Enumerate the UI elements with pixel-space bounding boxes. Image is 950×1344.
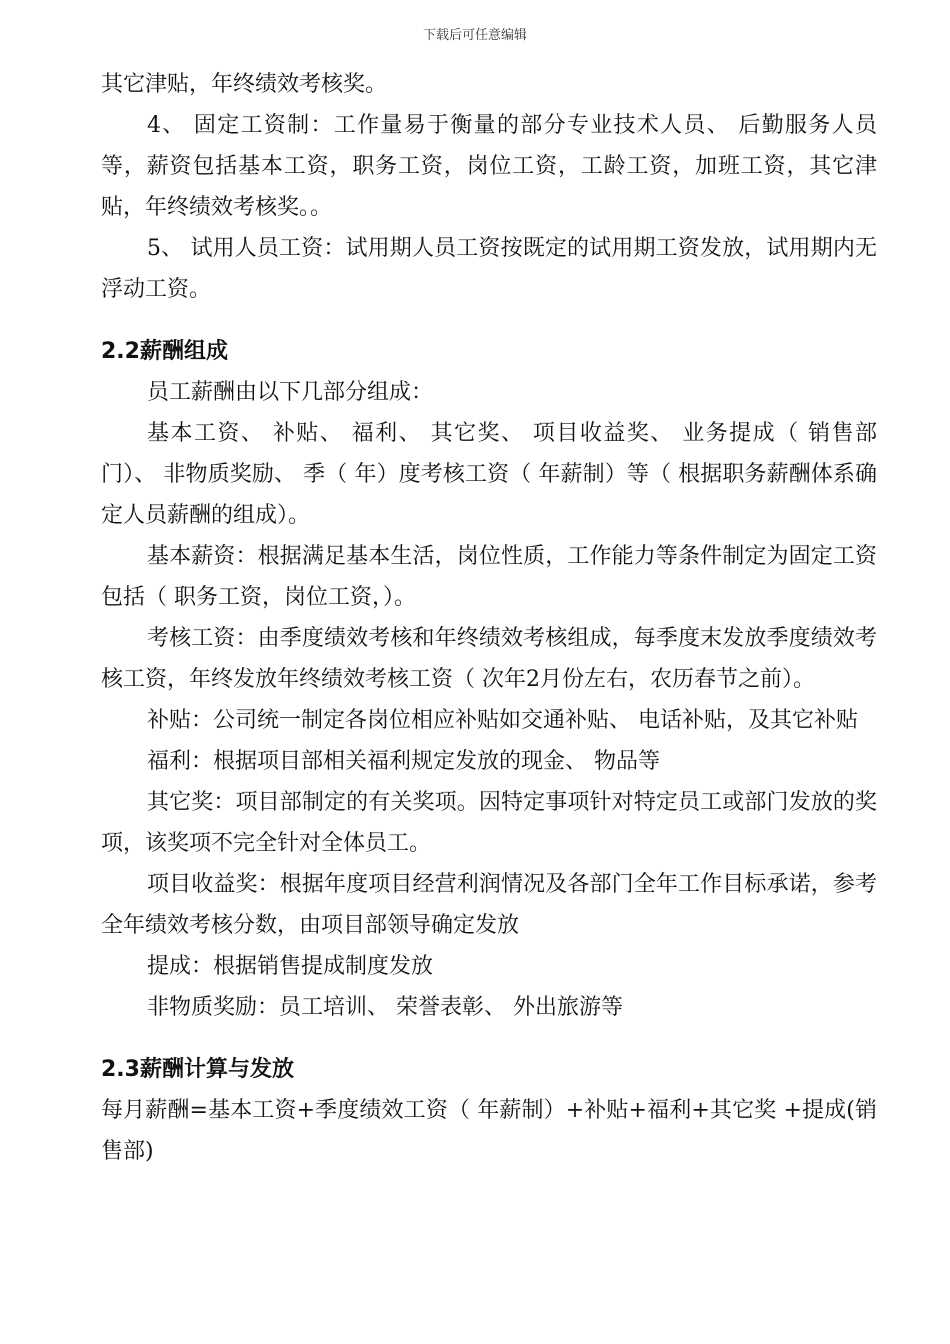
paragraph: 4、 固定工资制：工作量易于衡量的部分专业技术人员、 后勤服务人员等，薪资包括基本工资，职务工资，岗位工资，工龄工资，加班工资，其它津贴，年终绩效考核奖。。 bbox=[101, 113, 877, 220]
paragraph: 每月薪酬=基本工资+季度绩效工资（ 年薪制）+补贴+福利+其它奖 +提成(销售部) bbox=[101, 1098, 877, 1164]
paragraph: 项目收益奖：根据年度项目经营利润情况及各部门全年工作目标承诺，参考全年绩效考核分数，由项目部领导确定发放 bbox=[101, 872, 877, 938]
section-heading: 2.3薪酬计算与发放 bbox=[101, 1057, 294, 1082]
paragraph: 基本薪资：根据满足基本生活，岗位性质，工作能力等条件制定为固定工资包括（ 职务工资，岗位工资，）。 bbox=[101, 544, 877, 610]
paragraph: 补贴：公司统一制定各岗位相应补贴如交通补贴、 电话补贴，及其它补贴 bbox=[147, 708, 858, 733]
paragraph: 员工薪酬由以下几部分组成： bbox=[147, 380, 434, 405]
page-header: 下载后可任意编辑 bbox=[422, 28, 527, 43]
paragraph: 5、 试用人员工资：试用期人员工资按既定的试用期工资发放，试用期内无浮动工资。 bbox=[101, 236, 877, 302]
paragraph: 福利：根据项目部相关福利规定发放的现金、 物品等 bbox=[147, 749, 660, 774]
document-body bbox=[101, 64, 877, 1172]
paragraph: 其它津贴，年终绩效考核奖。 bbox=[101, 72, 388, 97]
paragraph: 提成：根据销售提成制度发放 bbox=[147, 954, 434, 979]
paragraph: 基本工资、 补贴、 福利、 其它奖、 项目收益奖、 业务提成（ 销售部门）、 非物质奖励、 季（ 年）度考核工资（ 年薪制）等（ 根据职务薪酬体系确定人员薪酬的组成）。 bbox=[101, 421, 877, 528]
section-heading: 2.2薪酬组成 bbox=[101, 339, 228, 364]
paragraph: 考核工资：由季度绩效考核和年终绩效考核组成，每季度末发放季度绩效考核工资，年终发放年终绩效考核工资（ 次年2月份左右，农历春节之前）。 bbox=[101, 626, 877, 692]
paragraph: 其它奖：项目部制定的有关奖项。因特定事项针对特定员工或部门发放的奖项，该奖项不完全针对全体员工。 bbox=[101, 790, 877, 856]
paragraph: 非物质奖励：员工培训、 荣誉表彰、 外出旅游等 bbox=[147, 995, 623, 1020]
